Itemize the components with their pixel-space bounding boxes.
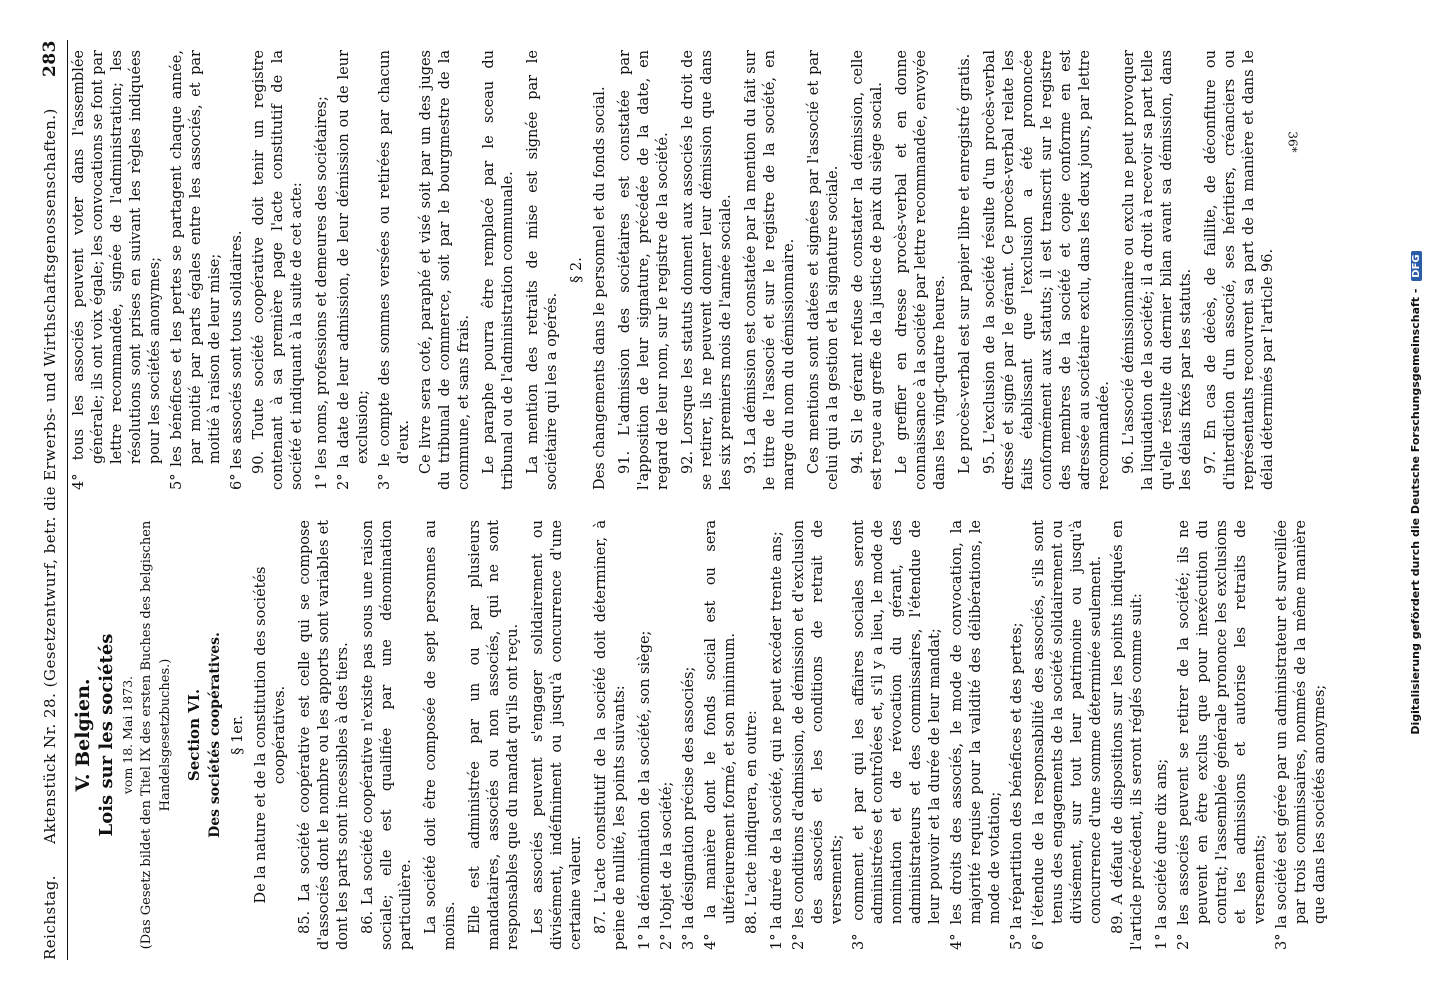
list-item: 1° la société dure dix ans; bbox=[1154, 758, 1170, 950]
list-item: 4° les droits des associés, le mode de convocation, la majorité requise pour la validité des délibérations, le mode de votation; bbox=[949, 520, 1003, 950]
article-86-b: La société doit être composée de sept personnes au moins. bbox=[423, 520, 458, 950]
section-title: Section VI. bbox=[185, 688, 203, 782]
list-item: 5° la répartition des bénéfices et des pertes; bbox=[1009, 622, 1025, 950]
list-item: 6° l'étendue de la responsabilité des associés, s'ils sont tenus des engagements de la société solidairement ou divisément, sur tout leur patrimoine ou jusqu'à concurrence d'une somme déterminée seulement. bbox=[1031, 520, 1104, 950]
article-90: 90. Toute société coopérative doit tenir un registre contenant à sa première page l'acte constitutif de la société et indiquant à la suite de cet acte: bbox=[251, 50, 305, 490]
list-item: 3° la société est gérée par un administrateur et surveillée par trois commissaires, nommés de la même manière que dans les sociétés anonymes; bbox=[1274, 520, 1328, 950]
law-date: vom 18. Mai 1873. bbox=[120, 675, 135, 795]
runhead-center: Aktenstück Nr. 28. (Gesetzentwurf, betr. die Erwerbs- und Wirthschaftsgenossenschaften.) bbox=[41, 108, 59, 844]
article-85: 85. La société coopérative est celle qui se compose d'associés dont le nombre ou les apports sont variables et dont les parts sont incessibles à des tiers. bbox=[297, 520, 351, 950]
list-item: 2° les associés peuvent se retirer de la société; ils ne peuvent en être exclus que pour inexécution du contrat; l'assemblée générale prononce les exclusions et les admissions et autorise les retraits de versements; bbox=[1176, 520, 1268, 950]
runhead-left: Reichstag. bbox=[41, 874, 59, 960]
paragraph-heading: Des changements dans le personnel et du fonds social. bbox=[592, 86, 608, 490]
sidebar-label: Digitalisierung gefördert durch die Deutsche Forschungsgemeinschaft - bbox=[1409, 288, 1422, 735]
list-item: 3° comment et par qui les affaires sociales seront administrées et contrôlées et, s'il y a lieu, le mode de nomination et de révocation du gérant, des administrateurs et des commissaires, l'étendue de leur pouvoir et la durée de leur mandat; bbox=[851, 520, 943, 950]
dfg-logo: DFG bbox=[1411, 251, 1422, 280]
left-column bbox=[70, 520, 1342, 950]
article-86: 86. La société coopérative n'existe pas sous une raison sociale; elle est qualifiée par une dénomination particulière. bbox=[360, 520, 414, 950]
article-91: 91. L'admission des sociétaires est constatée par l'apposition de leur signature, précédée de la date, en regard de leur nom, sur le registre de la société. bbox=[617, 50, 671, 490]
paragraph-heading: De la nature et de la constitution des sociétés coopératives. bbox=[253, 566, 288, 904]
runhead-rule bbox=[67, 40, 68, 960]
list-item: 5° les bénéfices et les pertes se partagent chaque année, par moitié par parts égales entre les associés, et par moitié à raison de leur mise; bbox=[169, 50, 223, 490]
article-86-d: Les associés peuvent s'engager solidairement ou divisément, indéfiniment ou jusqu'à concurrence d'une certaine valeur. bbox=[530, 520, 584, 950]
law-title: Lois sur les sociétés bbox=[96, 633, 117, 837]
list-item: 2° l'objet de la société; bbox=[659, 781, 675, 950]
paragraph-sign: § 1er. bbox=[230, 715, 246, 755]
list-item: 4° tous les associés peuvent voter dans l'assemblée générale; ils ont voix égale; les convocations se font par lettre recommandée, signée de l'administration; les résolutions sont prises en suivant les règles indiquées pour les sociétés anonymes; bbox=[71, 50, 163, 490]
article-87: 87. L'acte constitutif de la société doit déterminer, à peine de nullité, les points suivants: bbox=[593, 520, 628, 950]
folio-mark: 36* bbox=[1285, 131, 1300, 153]
article-92: 92. Lorsque les statuts donnent aux associés le droit de se retirer, ils ne peuvent donner leur démission que dans les six premiers mois de l'année sociale. bbox=[680, 50, 734, 490]
section-subtitle: Des sociétés coopératives. bbox=[207, 632, 223, 838]
article-94-c: Le procès-verbal est sur papier libre et enregistré gratis. bbox=[957, 53, 973, 474]
article-97: 97. En cas de décès, de faillite, de déconfiture ou d'interdiction d'un associé, ses héritiers, créanciers ou représentants recouvrent sa part de la manière et dans le délai déterminés par l'article 96. bbox=[1203, 50, 1276, 490]
digitization-sidebar bbox=[1409, 15, 1428, 985]
sidebar-text bbox=[1409, 18, 1425, 968]
list-item: 1° les noms, professions et demeures des sociétaires; bbox=[314, 96, 330, 490]
article-90-b: Ce livre sera coté, paraphé et visé soit par un des juges du tribunal de commerce, soit par le bourgmestre de la commune, et sans frais. bbox=[418, 50, 472, 490]
article-88: 88. L'acte indiquera, en outre: bbox=[744, 710, 760, 934]
list-item: 2° les conditions d'admission, de démission et d'exclusion des associés et les conditions de retrait de versements; bbox=[791, 520, 845, 950]
list-item: 1° la durée de la société, qui ne peut excéder trente ans; bbox=[769, 531, 785, 950]
page-number: 283 bbox=[40, 40, 60, 77]
article-90-d: La mention des retraits de mise est signée par le sociétaire qui les a opérés. bbox=[525, 50, 560, 490]
article-90-c: Le paraphe pourra être remplacé par le sceau du tribunal ou de l'administration communale. bbox=[481, 50, 516, 490]
article-94: 94. Si le gérant refuse de constater la démission, celle est reçue au greffe de la justice de paix du siège social. bbox=[850, 50, 885, 490]
list-item: 3° le compte des sommes versées ou retirées par chacun d'eux. bbox=[377, 50, 412, 490]
article-95: 95. L'exclusion de la société résulte d'un procès-verbal dressé et signé par le gérant. Ce procès-verbal relate les faits établissant que l'exclusion a été prononcée conformément aux statuts; il est transcrit sur le registre des membres de la société et copie conforme en est adressée au sociétaire exclu, dans les deux jours, par lettre recommandée. bbox=[982, 50, 1112, 490]
list-item: 1° la dénomination de la société, son siège; bbox=[637, 630, 653, 950]
right-column bbox=[70, 50, 1342, 490]
intro-note: (Das Gesetz bildet den Titel IX des ersten Buches des belgischen Handelsgesetzbuches.) bbox=[139, 520, 173, 950]
article-93: 93. La démission est constatée par la mention du fait sur le titre de l'associé et sur le registre de la société, en marge du nom du démissionnaire. bbox=[743, 50, 797, 490]
article-93-b: Ces mentions sont datées et signées par l'associé et par celui qui a la gestion et la signature sociale. bbox=[806, 50, 841, 490]
list-item: 4° la manière dont le fonds social est ou sera ultérieurement formé, et son minimum. bbox=[703, 520, 738, 950]
article-86-c: Elle est administrée par un ou par plusieurs mandataires, associés ou non associés, qui ne sont responsables que du mandat qu'ils ont reçu. bbox=[467, 520, 521, 950]
paragraph-sign: § 2. bbox=[569, 257, 585, 283]
article-94-b: Le greffier en dresse procès-verbal et en donne connaissance à la société par lettre recommandée, envoyée dans les vingt-quatre heures. bbox=[894, 50, 948, 490]
running-head bbox=[38, 40, 62, 960]
list-item: 6° les associés sont tous solidaires. bbox=[229, 230, 245, 490]
article-96: 96. L'associé démissionnaire ou exclu ne peut provoquer la liquidation de la société; il a droit à recevoir sa part telle qu'elle résulte du dernier bilan avant sa démission, dans les délais fixés par les statuts. bbox=[1121, 50, 1194, 490]
article-89: 89. A défaut de dispositions sur les points indiqués en l'article précédent, ils seront réglés comme suit: bbox=[1110, 520, 1145, 950]
list-item: 2° la date de leur admission, de leur démission ou de leur exclusion; bbox=[336, 50, 371, 490]
list-item: 3° la désignation précise des associés; bbox=[681, 666, 697, 950]
country-heading: V. Belgien. bbox=[72, 678, 94, 792]
